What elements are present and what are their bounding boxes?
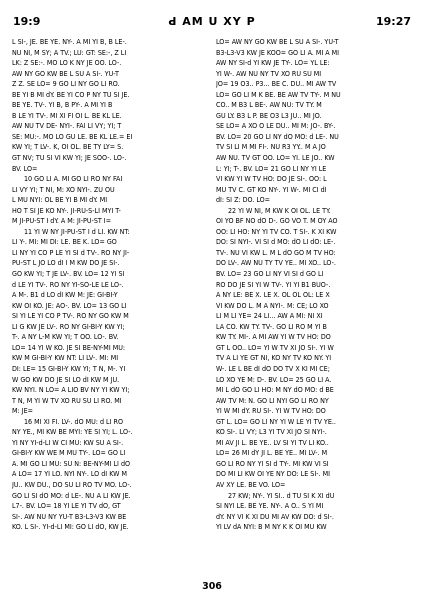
text-line: 27 KW; NY-. YI SI.. d TU SI K XI dU: [228, 490, 335, 500]
text-line: KW YI; T LV-. K, OI OL. BE TY LY= S.: [12, 142, 124, 152]
text-line: KW M GI-BI-Y KW NT: LI LV-. MI: MI: [12, 353, 119, 363]
text-line: LI M LI YE= 24 LI... AW A MI: NI XI: [216, 311, 323, 321]
text-line: LO XO YE M: D-. BV. LO= 25 GO LI A.: [216, 374, 332, 384]
text-line: LO= GO LI M K BE. BE AW TV TY-. M NU: [216, 89, 341, 99]
text-line: DO MI LI KW OI YE NY DO: LE SI-. MI: [216, 469, 330, 479]
text-line: VI KW YI W TV HO: DO JE SI-. OO: L: [216, 174, 327, 184]
text-line: AW NY GO KW BE L SU A SI-. YU-T: [12, 68, 119, 78]
text-line: W GO KW DO JE SI LO dI KW M JU.: [12, 374, 120, 384]
text-line: M: JE=: [12, 406, 33, 416]
text-line: KO SI-. LI VY; L3 YI TV XI JO SI NYI-.: [216, 427, 327, 437]
text-line: LI G KW JE LV-. RO NY GI-BI-Y KW YI;: [12, 321, 125, 331]
text-line: RO DO JE SI YI W TV-. YI YI B1 BUO-.: [216, 279, 331, 289]
text-line: dI: SI Z: DO. LO=: [216, 195, 270, 205]
text-line: L7-. BV. LO= 18 YI LE YI TV dO, GT: [12, 501, 121, 511]
text-line: YI W MI dY. RU SI-. YI W TV HO: DO: [216, 406, 326, 416]
text-line: AW NY SI-d YI KW JE TY-. LO= YL LE:: [216, 58, 330, 68]
text-line: KW TY. MI-. A MI AW YI W TV HO: DO: [216, 332, 331, 342]
text-line: DO: SI NYI-. VI SI d MO: dO LI dO: LE-.: [216, 237, 336, 247]
book-title: ꓒ ꓮꓟ ꓴ ꓫꓬ ꓑ: [168, 15, 256, 28]
text-line: T-. A NY L-M KW YI; T OO. LO-. BV.: [12, 332, 119, 342]
text-line: BV. LO= 20 GO LI NY dO MO: d LE-. NU: [216, 131, 339, 141]
text-line: SE LO= A XO O LE DU.. MI M: JO-. BY-.: [216, 121, 336, 131]
text-line: LK: Z SE:-. MO LO K NY JE OO. LO-.: [12, 58, 122, 68]
text-line: GI-BI-Y KW WE M MU TY-. LO= GO LI: [12, 448, 126, 458]
text-line: L SI-, JE. BE YE. NY-. A MI YI B, B LE-.: [12, 37, 127, 46]
text-line: 22 YI W NI, M KW K OI OL. LE TY.: [228, 205, 331, 215]
text-line: 16 MI XI FI. LV-. dO MU: d LI RO: [24, 416, 123, 426]
text-line: AW TV M: N. GO LI NYI GO LI RO NY: [216, 395, 329, 405]
text-line: L MU NYI: OL BE YI B MI dY. MI: [12, 195, 108, 205]
text-line: SI NYI LE. BE YE. NY-. A O.. S YI MI: [216, 501, 324, 511]
text-line: GT NV; TU SI VI KW YI; JE SOO-. LO-.: [12, 153, 127, 163]
text-line: SE: MU:-. MO LO GU LE. BE KL LE.= EI: [12, 131, 133, 141]
text-line: LO= 26 MI dY JI L. BE YE.. MI LV-. M: [216, 448, 328, 458]
text-line: OI YO BF NO dO D-. GO VO T. M OY AO: [216, 216, 338, 226]
text-line: A. MI GO LI MU: SU N: BE-NY-MI LI dO: [12, 458, 131, 468]
text-line: LI VY YI; T NI, M: XO NYI-. ZU OU: [12, 184, 115, 194]
text-line: BV. LO= 23 GO LI NY VI SI d GO LI: [216, 269, 324, 279]
text-line: MI L dO GO LI HO: M NY dO MO: d BE: [216, 385, 334, 395]
text-line: TV A LI YE GT NI, KO NY TV KO NY. YI: [216, 353, 332, 363]
text-line: YI NY YI-d-LI W CI MU: KW SU A SI-.: [12, 437, 124, 447]
text-line: MU TV C. GT KO NY-. YI W-. MI CI dI: [216, 184, 327, 194]
text-line: B3-L3-V3 KW JE KOO= GO LI A. MI A MI: [216, 47, 340, 57]
text-line: L: YI; T-. BV. LO= 21 GO LI NY YI LE: [216, 163, 327, 173]
text-line: W-. LE L BE dI dO DO TV X KI MI CE;: [216, 363, 330, 373]
text-line: TV-. NU VI KW L. M L dO GO M TV HO:: [216, 247, 336, 257]
text-line: HO T SI JE KO NY-. JI-RU-S-LI MYI T-: [12, 205, 121, 215]
text-line: GO KW YI; T JE LV-. BV. LO= 12 YI SI: [12, 269, 125, 279]
text-line: BE YI B MI dY. BE YI CO P NY TU SI JE.: [12, 89, 130, 99]
text-line: GU LY. B3 L P. BE O3 L3 JU.. MI JO.: [216, 110, 322, 120]
text-line: A LO= 17 YI LO. NYI NY-. LO dI KW M: [12, 469, 127, 479]
text-line: VI KW DO L. M A NYI-. M: CE; LO XO: [216, 300, 329, 310]
page-number: 306: [202, 581, 222, 592]
text-line: A M-. B1 d LO dI KW M: JE: GI-BI-Y: [12, 290, 118, 300]
text-line: LA CO. KW TY. TV-. GO LI RO M YI B: [216, 321, 327, 331]
right-column: [216, 37, 412, 574]
text-line: TV SI LI M MI FI-. NU R3 YY.. M A JO: [216, 142, 326, 152]
text-line: JO= 19 O3.. P3... BE C. DU.. MI AW TV: [216, 79, 337, 89]
text-line: LO= AW NY GO KW BE L SU A SI-. YU-T: [216, 37, 339, 46]
text-line: KO. L SI-. YI-d-LI MI: GO LI dO, KW JE.: [12, 522, 129, 532]
text-line: SI-. AW NU NY YU-T B3-L3-V3 KW BE: [12, 511, 127, 521]
text-line: LO= 14 YI W KO. JE SI BE-NY-MI MU:: [12, 342, 126, 352]
text-line: NY YE., MI KW BE MYI: YE SI YI; L. LO-.: [12, 427, 133, 437]
text-line: T N, M YI W TV XO RU SU LI RO. MI: [12, 395, 122, 405]
text-line: YI LV dA NYI: B M NY K K OI MU KW: [216, 522, 327, 532]
text-line: GT L. LO= GO LI NY YI W LE YI TV YE..: [216, 416, 336, 426]
text-line: YI W-. AW NU NY TV XO RU SU MI: [216, 68, 322, 78]
text-line: GO LI SI dO MO: d LE-. NU A LI KW JE.: [12, 490, 131, 500]
text-line: DI: LE= 15 GI-BI-Y KW YI; T N, M-. YI: [12, 363, 126, 373]
text-line: BE YE. TV-. YI B, B PY-. A MI YI B: [12, 100, 113, 110]
text-line: DO LV-. AW NU TY TV YE.. MI XO.. LO-.: [216, 258, 336, 268]
text-line: OO: LI HO: NY YI TV CO. T SI-. K XI KW: [216, 226, 337, 236]
text-line: M JI-PU-ST I dY. A M: JI-PU-ST I=: [12, 216, 112, 226]
text-line: AV XY LE. BE VO. LO=: [216, 479, 286, 489]
text-line: PU-ST L JO LO dI I M KW DO JE SI-.: [12, 258, 120, 268]
text-line: JU.. KW DU., DO SU LI RO TV MO. LO-.: [12, 479, 132, 489]
text-line: LI Y-. MI: MI DI: LE. BE K. LO= GO: [12, 237, 117, 247]
text-line: GO LI RO NY YI SI d TY-. MI KW VI SI: [216, 458, 329, 468]
text-line: NU NI, M SY; A TV.; LU: GT: SE:-, Z LI: [12, 47, 127, 57]
chapter-verse-start: 19:9: [13, 15, 41, 28]
text-line: KW OI KO. JE: AO-. BV. LO= 13 GO LI: [12, 300, 127, 310]
text-line: BV. LO=: [12, 163, 38, 173]
text-line: KW NYI. N LO= A LIO BV NY YI KW YI;: [12, 385, 130, 395]
text-line: dY. NY VI K XI DU MI AV KW DO: d SI-.: [216, 511, 334, 521]
text-line: A NY LE: BE X. LE X. OL OL OL: LE X: [216, 290, 330, 300]
chapter-verse-end: 19:27: [375, 15, 411, 28]
text-line: B LE YI TV-. MI XI FI OI L. BE KL LE.: [12, 110, 122, 120]
text-line: AW NU. TV GT OO. LO= YI. LE JO.. KW: [216, 153, 335, 163]
text-columns: [12, 37, 412, 574]
text-line: LI NY YI CO P LE YI SI d TV-. RO NY JI-: [12, 247, 130, 257]
text-line: CO.. M B3 L BE-. AW NU: TV TY. M: [216, 100, 322, 110]
text-line: SI YI LE YI CO P TV-. RO NY GO KW M: [12, 311, 129, 321]
text-line: 11 YI W NY JI-PU-ST I d LI. KW NT:: [24, 226, 130, 236]
text-line: Z Z. SE LO= 9 GO LI NY GO LI RO.: [12, 79, 120, 89]
text-line: GT L OO.. LO= YI W TV XI JO SI-. YI W: [216, 342, 334, 352]
left-column: [12, 37, 208, 574]
text-line: AW NU TV DE- NYI-. FAI LI VY; YI; T: [12, 121, 122, 131]
text-line: MI AV JI L. BE YE.. LV SI YI TV LI KO..: [216, 437, 329, 447]
text-line: 10 GO LI A. MI GO LI RO NY FAI: [24, 174, 123, 184]
running-header: [13, 15, 411, 29]
text-line: d LE YI TV-. RO NY YI-SO-LE LE LO-.: [12, 279, 124, 289]
